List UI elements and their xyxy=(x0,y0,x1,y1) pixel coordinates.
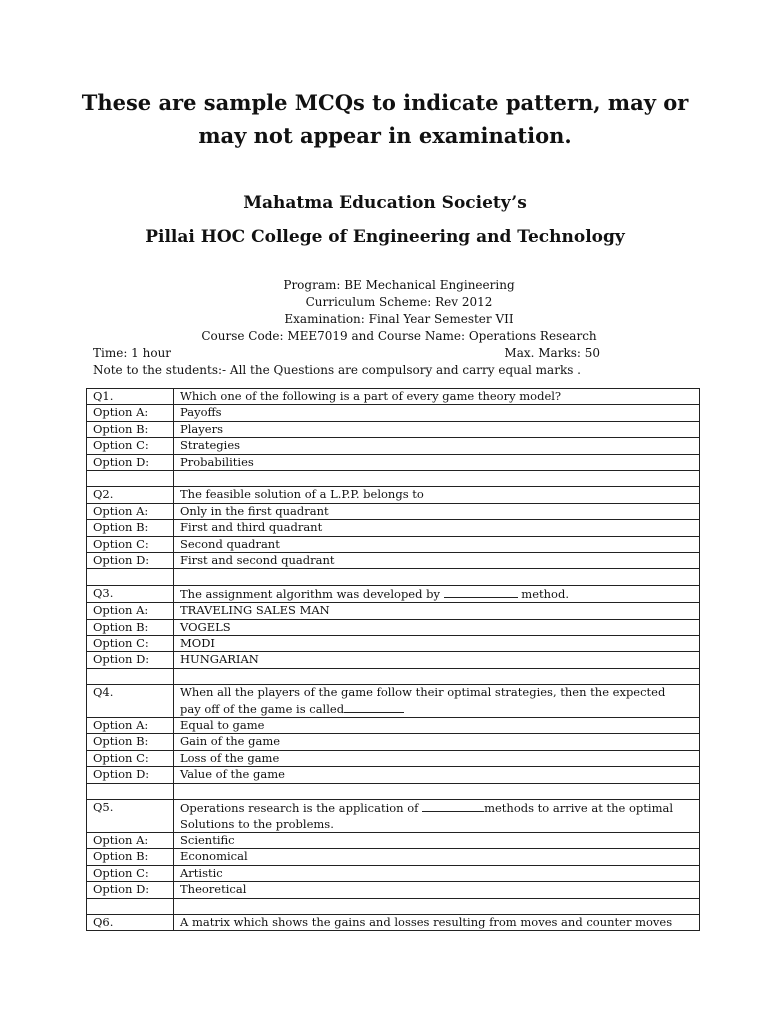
mcq-table xyxy=(86,388,700,931)
option-row xyxy=(87,603,700,619)
spacer-cell xyxy=(174,898,700,914)
time-label: Time: 1 hour xyxy=(93,346,172,360)
disclaimer-line-1: These are sample MCQs to indicate pattern, may or xyxy=(81,90,689,115)
option-label: Option C: xyxy=(87,438,174,454)
question-text-before: The assignment algorithm was developed by xyxy=(180,586,444,601)
spacer-cell xyxy=(87,569,174,585)
option-text: Probabilities xyxy=(174,454,700,470)
question-text: A matrix which shows the gains and losses resulting from moves and counter moves xyxy=(174,914,700,930)
option-text: Only in the first quadrant xyxy=(174,503,700,519)
spacer-cell xyxy=(174,668,700,684)
question-text-before: Operations research is the application of xyxy=(180,801,423,816)
option-row xyxy=(87,553,700,569)
question-row xyxy=(87,685,700,718)
option-label: Option B: xyxy=(87,421,174,437)
option-row xyxy=(87,503,700,519)
question-row xyxy=(87,800,700,833)
spacer-cell xyxy=(87,783,174,799)
question-text xyxy=(174,585,700,602)
option-row xyxy=(87,718,700,734)
option-row xyxy=(87,619,700,635)
option-label: Option C: xyxy=(87,636,174,652)
spacer-cell xyxy=(87,668,174,684)
course-line: Course Code: MEE7019 and Course Name: Operations Research xyxy=(201,329,597,343)
spacer-row xyxy=(87,668,700,684)
spacer-cell xyxy=(174,471,700,487)
option-label: Option A: xyxy=(87,503,174,519)
scheme-line: Curriculum Scheme: Rev 2012 xyxy=(305,295,493,309)
option-text: Players xyxy=(174,421,700,437)
option-text: Scientific xyxy=(174,832,700,848)
question-text: Which one of the following is a part of every game theory model? xyxy=(174,389,700,405)
question-row xyxy=(87,487,700,503)
option-row xyxy=(87,734,700,750)
option-row xyxy=(87,405,700,421)
option-text: VOGELS xyxy=(174,619,700,635)
question-label: Q5. xyxy=(87,800,174,833)
student-note: Note to the students:- All the Questions are compulsory and carry equal marks . xyxy=(93,363,581,377)
disclaimer-heading xyxy=(60,86,710,152)
society-name: Mahatma Education Society’s xyxy=(243,193,527,213)
question-label: Q4. xyxy=(87,685,174,718)
option-row xyxy=(87,421,700,437)
option-text: First and third quadrant xyxy=(174,520,700,536)
option-text: Payoffs xyxy=(174,405,700,421)
option-label: Option A: xyxy=(87,405,174,421)
option-label: Option A: xyxy=(87,718,174,734)
option-label: Option A: xyxy=(87,603,174,619)
option-text: Second quadrant xyxy=(174,536,700,552)
spacer-row xyxy=(87,471,700,487)
spacer-row xyxy=(87,569,700,585)
option-text: First and second quadrant xyxy=(174,553,700,569)
option-label: Option D: xyxy=(87,652,174,668)
option-label: Option B: xyxy=(87,520,174,536)
option-row xyxy=(87,636,700,652)
option-row xyxy=(87,882,700,898)
question-label: Q2. xyxy=(87,487,174,503)
option-label: Option C: xyxy=(87,750,174,766)
max-marks-label: Max. Marks: 50 xyxy=(504,346,600,360)
question-text-line-2: pay off of the game is called xyxy=(180,701,345,716)
question-row xyxy=(87,585,700,602)
option-label: Option D: xyxy=(87,767,174,783)
college-name: Pillai HOC College of Engineering and Technology xyxy=(145,227,625,247)
option-label: Option C: xyxy=(87,865,174,881)
spacer-row xyxy=(87,898,700,914)
spacer-cell xyxy=(174,569,700,585)
option-row xyxy=(87,849,700,865)
option-row xyxy=(87,832,700,848)
exam-details xyxy=(0,277,770,345)
option-label: Option D: xyxy=(87,553,174,569)
option-text: MODI xyxy=(174,636,700,652)
program-line: Program: BE Mechanical Engineering xyxy=(283,278,515,292)
question-text-after: methods to arrive at the optimal xyxy=(484,801,674,816)
question-row xyxy=(87,914,700,930)
question-label: Q3. xyxy=(87,585,174,602)
option-text: HUNGARIAN xyxy=(174,652,700,668)
option-label: Option B: xyxy=(87,849,174,865)
spacer-cell xyxy=(87,471,174,487)
option-label: Option D: xyxy=(87,454,174,470)
question-text: The feasible solution of a L.P.P. belongs to xyxy=(174,487,700,503)
option-row xyxy=(87,454,700,470)
option-text: Artistic xyxy=(174,865,700,881)
option-label: Option B: xyxy=(87,734,174,750)
option-text: Theoretical xyxy=(174,882,700,898)
option-label: Option B: xyxy=(87,619,174,635)
option-row xyxy=(87,767,700,783)
option-text: TRAVELING SALES MAN xyxy=(174,603,700,619)
question-row xyxy=(87,389,700,405)
option-label: Option A: xyxy=(87,832,174,848)
option-text: Gain of the game xyxy=(174,734,700,750)
disclaimer-line-2: may not appear in examination. xyxy=(198,123,572,148)
option-row xyxy=(87,865,700,881)
question-label: Q1. xyxy=(87,389,174,405)
question-text-line-1: When all the players of the game follow their optimal strategies, then the expected xyxy=(180,685,666,700)
option-row xyxy=(87,750,700,766)
answer-blank xyxy=(344,701,404,713)
question-text xyxy=(174,685,700,718)
examination-line: Examination: Final Year Semester VII xyxy=(284,312,514,326)
spacer-cell xyxy=(87,898,174,914)
option-text: Value of the game xyxy=(174,767,700,783)
option-row xyxy=(87,438,700,454)
option-label: Option D: xyxy=(87,882,174,898)
spacer-cell xyxy=(174,783,700,799)
option-row xyxy=(87,520,700,536)
answer-blank xyxy=(444,586,518,598)
answer-blank xyxy=(422,800,484,812)
option-row xyxy=(87,652,700,668)
option-text: Strategies xyxy=(174,438,700,454)
option-text: Loss of the game xyxy=(174,750,700,766)
time-marks-row xyxy=(93,345,600,362)
question-label: Q6. xyxy=(87,914,174,930)
option-text: Economical xyxy=(174,849,700,865)
option-label: Option C: xyxy=(87,536,174,552)
spacer-row xyxy=(87,783,700,799)
option-row xyxy=(87,536,700,552)
question-text-line-2: Solutions to the problems. xyxy=(180,816,334,831)
option-text: Equal to game xyxy=(174,718,700,734)
question-text-after: method. xyxy=(517,586,569,601)
question-text xyxy=(174,800,700,833)
